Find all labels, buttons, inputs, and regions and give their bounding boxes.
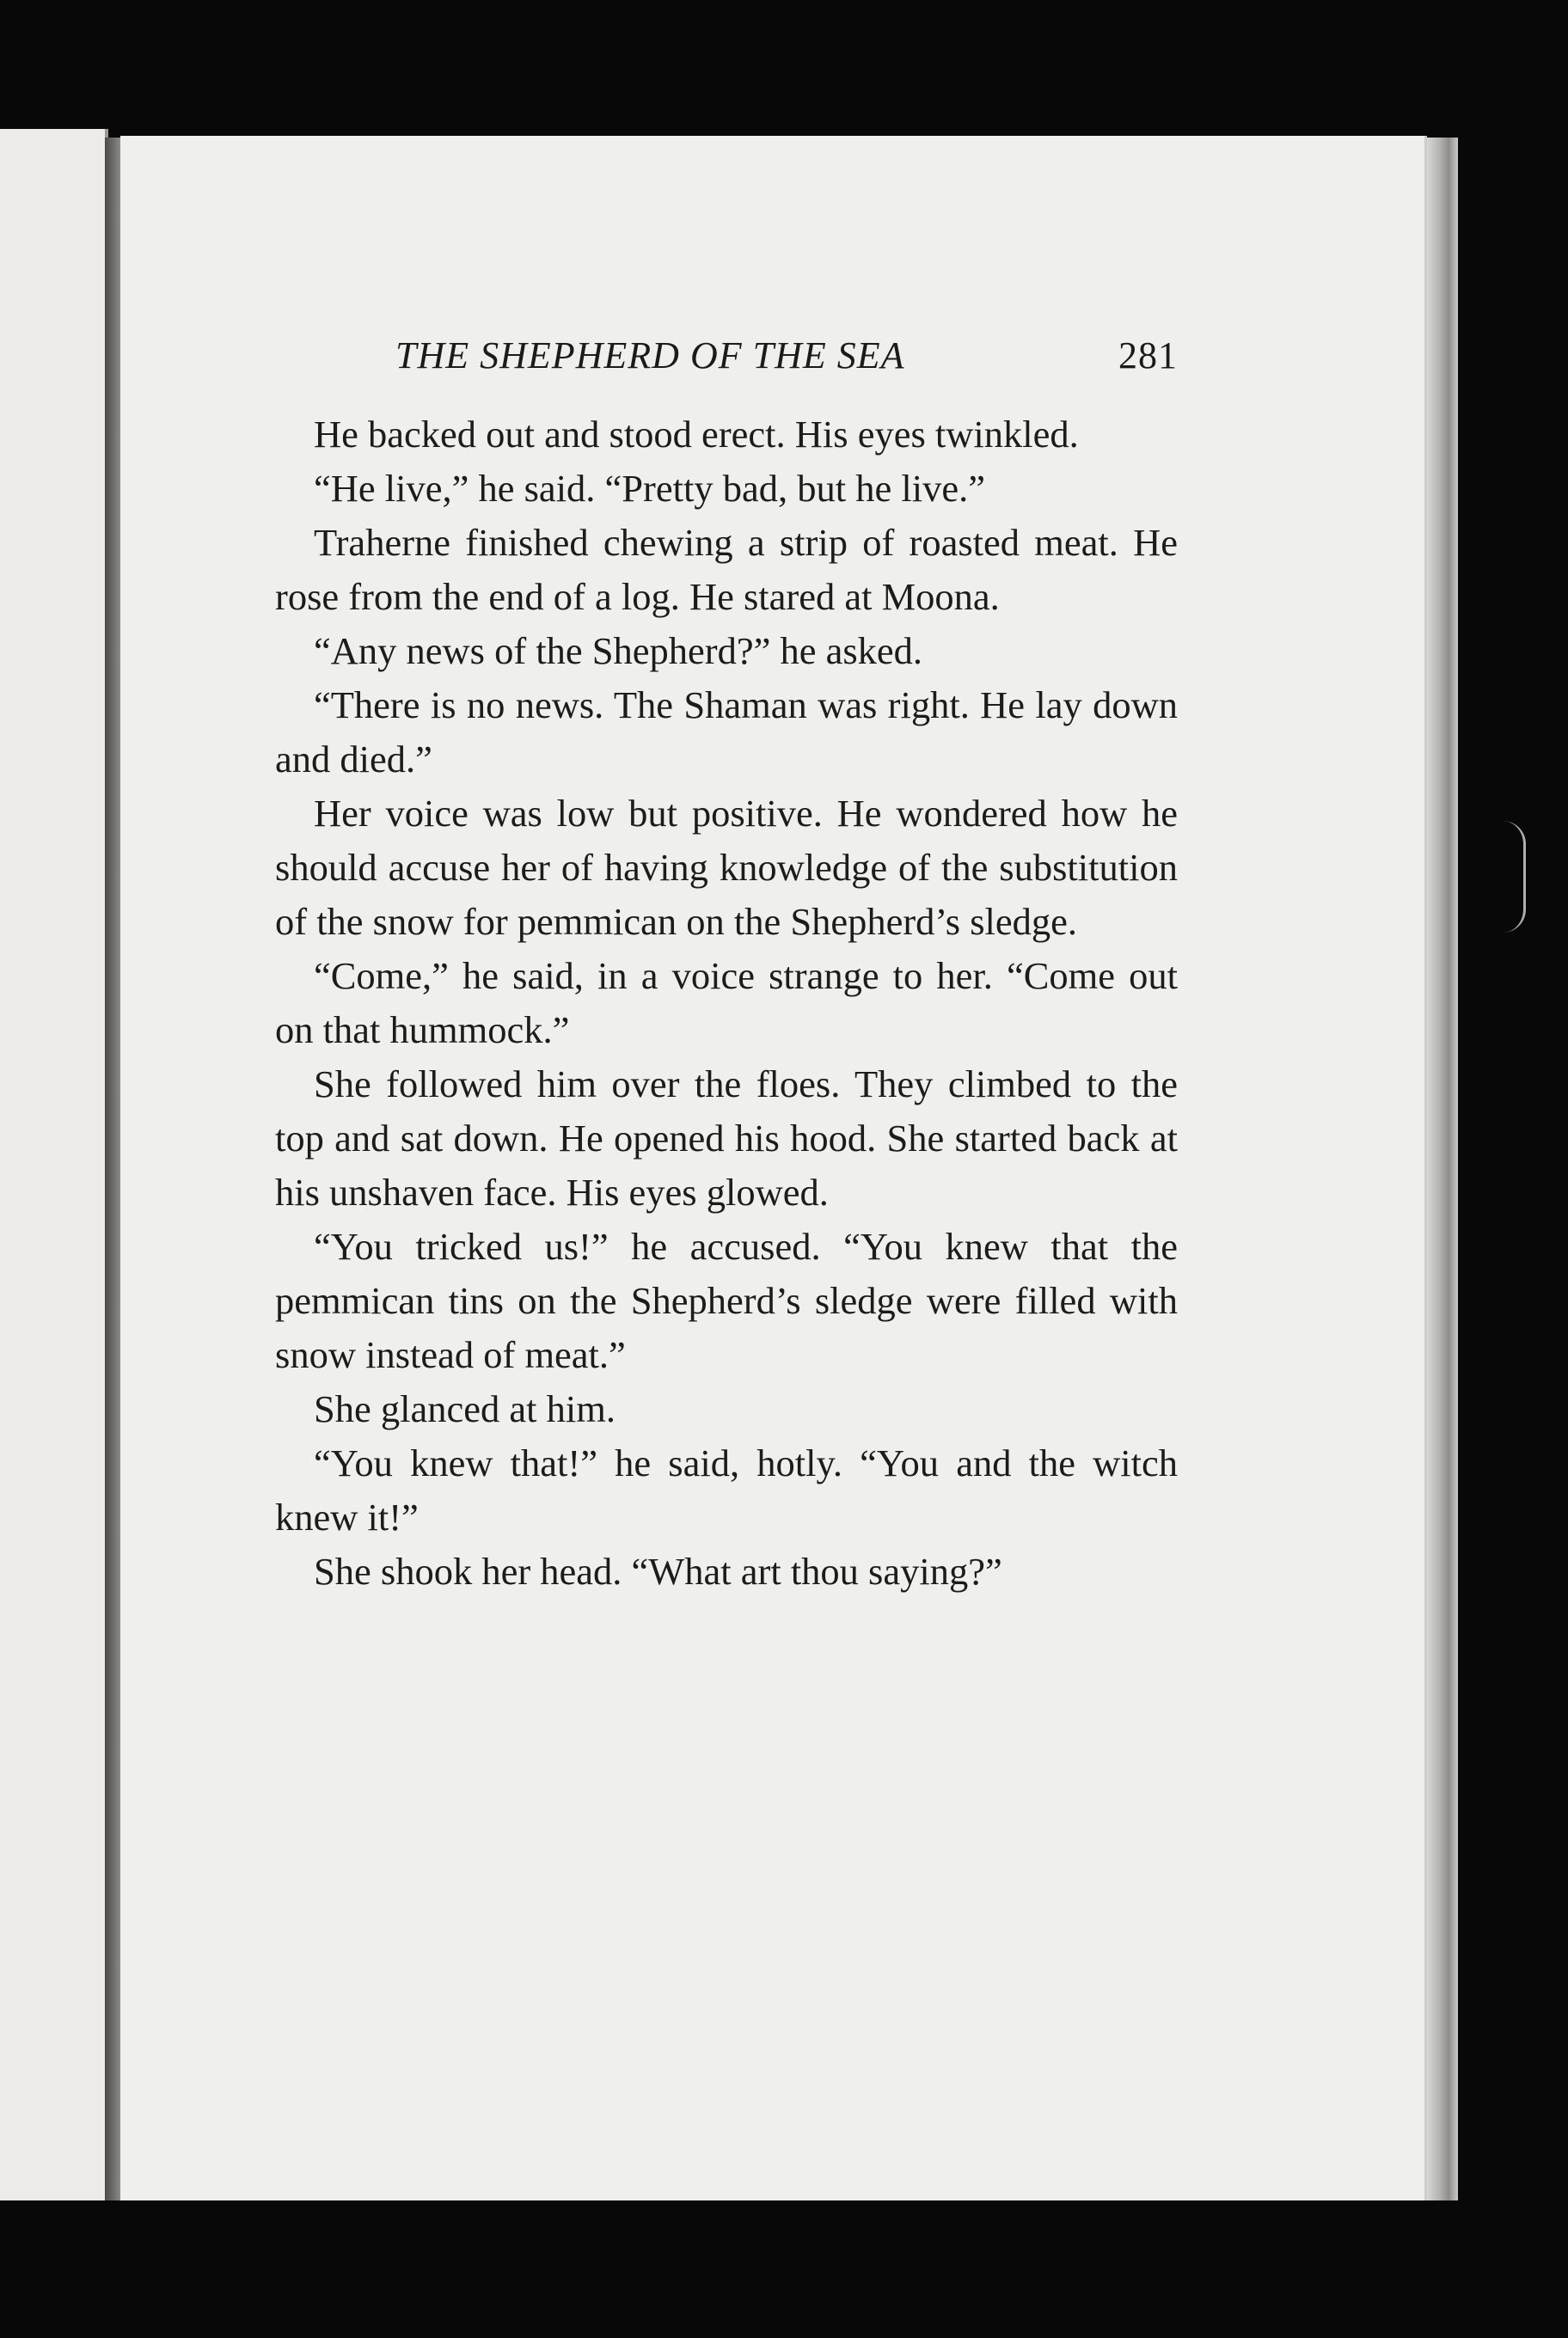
paragraph: She glanced at him.: [314, 1387, 616, 1430]
paragraph: “You knew that!” he said, hotly. “You and the witch knew it!”: [275, 1441, 1178, 1539]
paragraph: Traherne finished chewing a strip of roasted meat. He rose from the end of a log. He stared at Moona.: [275, 521, 1178, 618]
paragraph: Her voice was low but positive. He wondered how he should accuse her of having knowledge of the substitution of the snow for pemmican on the Shepherd’s sledge.: [275, 792, 1178, 943]
paragraph: “You tricked us!” he accused. “You knew that the pemmican tins on the Shepherd’s sledge were filled with snow instead of meat.”: [275, 1225, 1178, 1376]
paragraph: “Come,” he said, in a voice strange to her. “Come out on that hummock.”: [275, 954, 1178, 1051]
running-title: THE SHEPHERD OF THE SEA: [395, 334, 905, 376]
facing-page-edge: [0, 129, 108, 2200]
page-number: 281: [1118, 334, 1178, 376]
body-text: [275, 407, 1178, 1599]
paragraph: “Any news of the Shepherd?” he asked.: [314, 629, 923, 672]
page-stack-edge: [1427, 138, 1458, 2200]
paragraph: “There is no news. The Shaman was right. He lay down and died.”: [275, 683, 1178, 780]
paragraph: “He live,” he said. “Pretty bad, but he live.”: [314, 467, 985, 510]
running-head: [275, 334, 1178, 382]
scan-artifact-mark: [1503, 821, 1526, 933]
paragraph: She followed him over the floes. They climbed to the top and sat down. He opened his hood. She started back at his unshaven face. His eyes glowed.: [275, 1062, 1178, 1214]
book-gutter: [105, 138, 120, 2200]
paragraph: She shook her head. “What art thou saying?”: [314, 1550, 1002, 1593]
paragraph: He backed out and stood erect. His eyes twinkled.: [314, 413, 1079, 456]
